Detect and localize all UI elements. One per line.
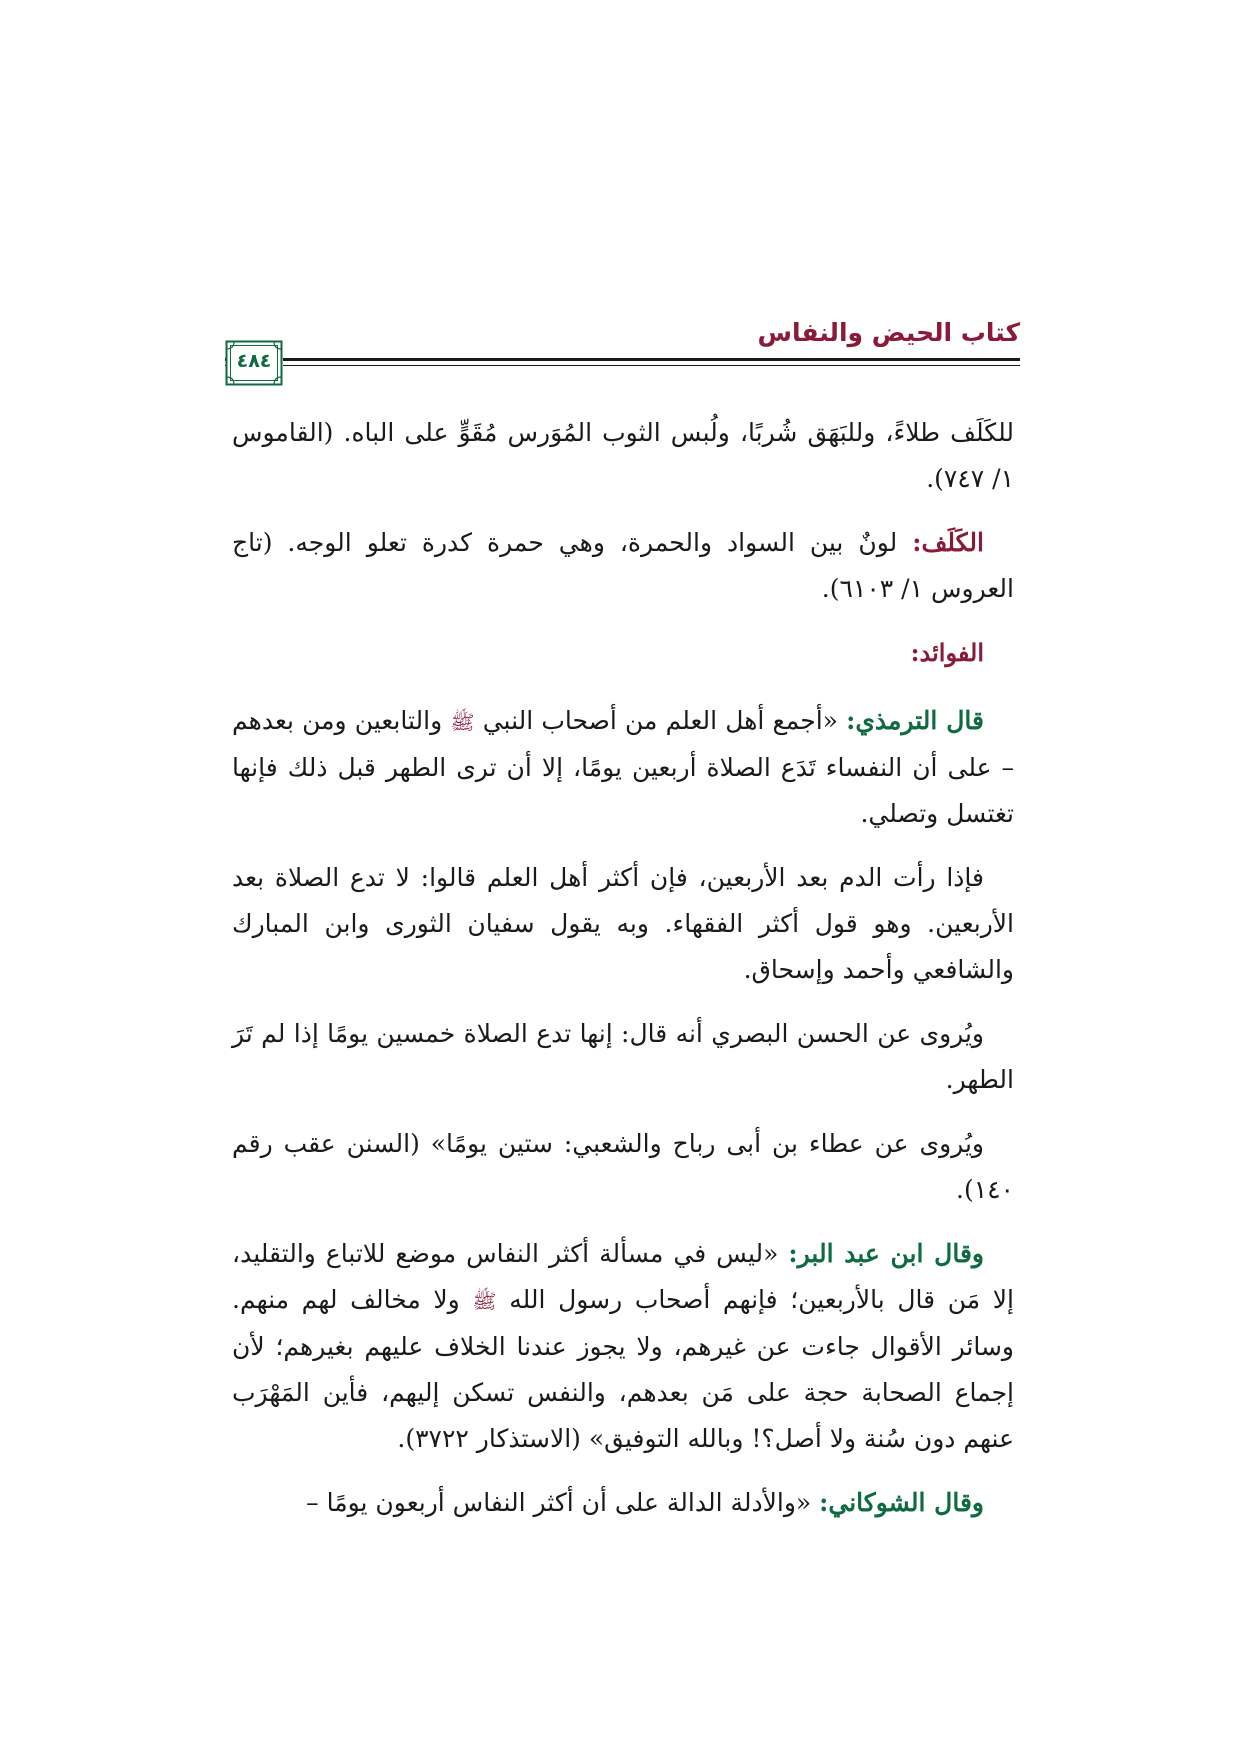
paragraph-kalaf-definition [232,520,1014,612]
quote-text-continued: ولا مخالف لهم منهم. وسائر الأقوال جاءت عن غيرهم، ولا يجوز عندنا الخلاف عليهم بغيرهم؛ لأن إجماع الصحابة حجة على مَن بعدهم، والنفس تسكن إليهم، فأين المَهْرَب عنهم دون سُنة ولا أصل؟! وبالله التوفيق» (الاستذكار ٣٧٢٢). [232,1285,1014,1453]
header-rule-thin [283,365,1020,366]
speaker-label: وقال الشوكاني: [819,1488,984,1517]
paragraph-shawkani [232,1480,1014,1526]
salawat-ligature-icon: ﷺ [450,710,475,734]
page-number: ٤٨٤ [236,350,272,372]
page-number-badge [225,340,283,386]
header-rule-thick [283,358,1020,361]
quote-text-continued: والتابعين ومن بعدهم – على أن النفساء تَدَع الصلاة أربعين يومًا، إلا أن ترى الطهر قبل ذلك فإنها تغتسل وتصلي. [232,706,1014,828]
paragraph-ata-shabi: ويُروى عن عطاء بن أبى رباح والشعبي: ستين يومًا» (السنن عقب رقم ١٤٠). [232,1129,1014,1204]
definition-text: لونٌ بين السواد والحمرة، وهي حمرة كدرة تعلو الوجه. (تاج العروس ١/ ٦١٠٣). [232,528,1014,603]
quote-text: «والأدلة الدالة على أن أكثر النفاس أربعون يومًا – [306,1488,820,1517]
running-header [225,318,1020,398]
term-label: الكَلَف: [912,528,984,557]
book-title: كتاب الحيض والنفاس [757,318,1020,347]
paragraph-hasan-basri: ويُروى عن الحسن البصري أنه قال: إنها تدع الصلاة خمسين يومًا إذا لم تَرَ الطهر. [232,1019,1014,1094]
section-heading: الفوائد: [910,638,984,667]
body-text [232,410,1014,1544]
speaker-label: قال الترمذي: [846,706,984,735]
paragraph-tirmidhi [232,698,1014,837]
quote-text: «ليس في مسألة أكثر النفاس موضع للاتباع والتقليد، إلا مَن قال بالأربعين؛ فإنهم أصحاب رسول الله [232,1239,1014,1314]
paragraph-qamus-citation: للكَلَف طلاءً، وللبَهَق شُربًا، ولُبس الثوب المُوَرس مُقَوٍّ على الباه. (القاموس ١/ ٧٤٧). [232,418,1014,493]
salawat-ligature-icon: ﷺ [472,1289,497,1313]
paragraph-after-forty: فإذا رأت الدم بعد الأربعين، فإن أكثر أهل العلم قالوا: لا تدع الصلاة بعد الأربعين. وهو قول أكثر الفقهاء. وبه يقول سفيان الثورى وابن المبارك والشافعي وأحمد وإسحاق. [232,863,1014,984]
paragraph-ibn-abd-al-barr [232,1231,1014,1462]
speaker-label: وقال ابن عبد البر: [788,1239,984,1268]
quote-text: «أجمع أهل العلم من أصحاب النبي [474,706,847,735]
